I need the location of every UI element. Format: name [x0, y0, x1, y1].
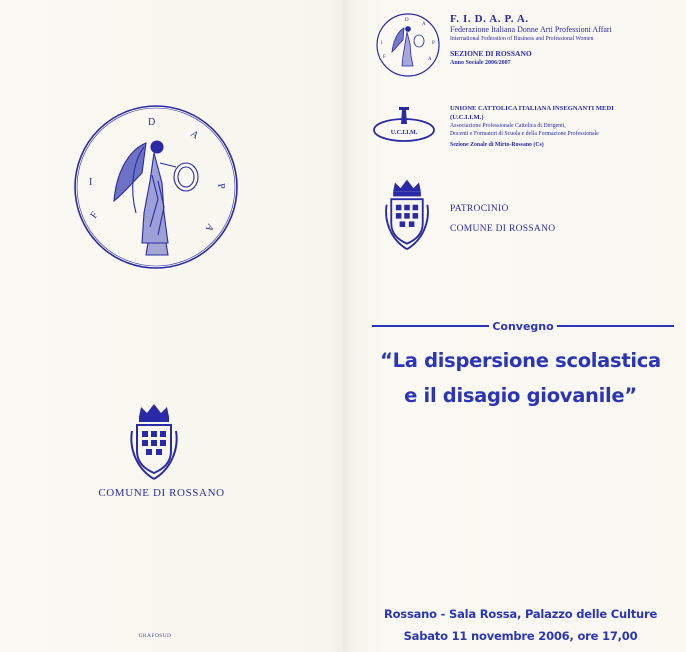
small-seal-letter-4: A: [422, 22, 426, 27]
uciim-zona: Sezione Zonale di Mirto-Rossano (Cs): [450, 142, 544, 148]
patrocinio-label: PATROCINIO: [450, 204, 509, 214]
uciim-desc-2: Docenti e Formatori di Scuola e della Formazione Professionale: [450, 131, 599, 137]
conference-title: [355, 343, 686, 413]
comune-crest-icon: [127, 401, 181, 481]
event-details: [355, 603, 686, 647]
fidapa-small-seal: [375, 12, 441, 78]
date-line: Sabato 11 novembre 2006, ore 17,00: [403, 629, 638, 643]
divider-line-right: [557, 325, 674, 327]
seal-letter-4: A: [188, 128, 201, 142]
uciim-logo-text: U.C.I.I.M.: [390, 130, 418, 136]
seal-letter-3: D: [148, 117, 156, 128]
conference-title-line-1: “La dispersione scolastica: [380, 349, 661, 372]
conference-title-line-2: e il disagio giovanile”: [404, 384, 637, 407]
fidapa-info: [450, 13, 680, 67]
uciim-title: UNIONE CATTOLICA ITALIANA INSEGNANTI MEDI: [450, 105, 614, 112]
printer-credit: GRAFOSUD: [138, 633, 172, 639]
winged-figure-icon: [114, 141, 198, 255]
left-comune-label: COMUNE DI ROSSANO: [98, 487, 225, 499]
uciim-info: [450, 104, 682, 149]
seal-letter-1: F: [88, 209, 101, 221]
uciim-logo: [372, 106, 436, 146]
fidapa-title: F. I. D. A. P. A.: [450, 13, 529, 25]
uciim-desc-1: Associazione Professionale Cattolica di Dirigenti,: [450, 123, 566, 129]
fidapa-anno: Anno Sociale 2006/2007: [450, 60, 511, 66]
small-seal-letter-6: A: [428, 57, 432, 62]
seal-letter-6: A: [202, 221, 216, 234]
fidapa-federation: Federazione Italiana Donne Arti Professioni Affari: [450, 25, 612, 34]
divider-line-left: [372, 325, 489, 327]
uciim-abbr: (U.C.I.I.M.): [450, 114, 484, 121]
fidapa-sezione: SEZIONE DI ROSSANO: [450, 49, 532, 58]
convegno-label: Convegno: [492, 319, 554, 333]
small-seal-letter-2: I: [381, 41, 383, 46]
small-seal-letter-5: P: [432, 41, 435, 46]
fold-crease: [330, 0, 356, 652]
seal-letter-2: I: [89, 177, 93, 188]
fidapa-international: International Federation of Business and Professional Women: [450, 36, 594, 42]
fidapa-seal: [72, 103, 240, 271]
patrocinio-info: [450, 199, 650, 239]
patrocinio-comune: COMUNE DI ROSSANO: [450, 224, 556, 234]
small-seal-letter-1: F: [383, 55, 386, 60]
convegno-divider: [372, 316, 674, 336]
small-seal-letter-3: D: [405, 18, 409, 23]
seal-letter-5: P: [215, 182, 227, 190]
comune-crest-icon-small: [382, 176, 432, 252]
venue-line: Rossano - Sala Rossa, Palazzo delle Culture: [383, 607, 658, 621]
